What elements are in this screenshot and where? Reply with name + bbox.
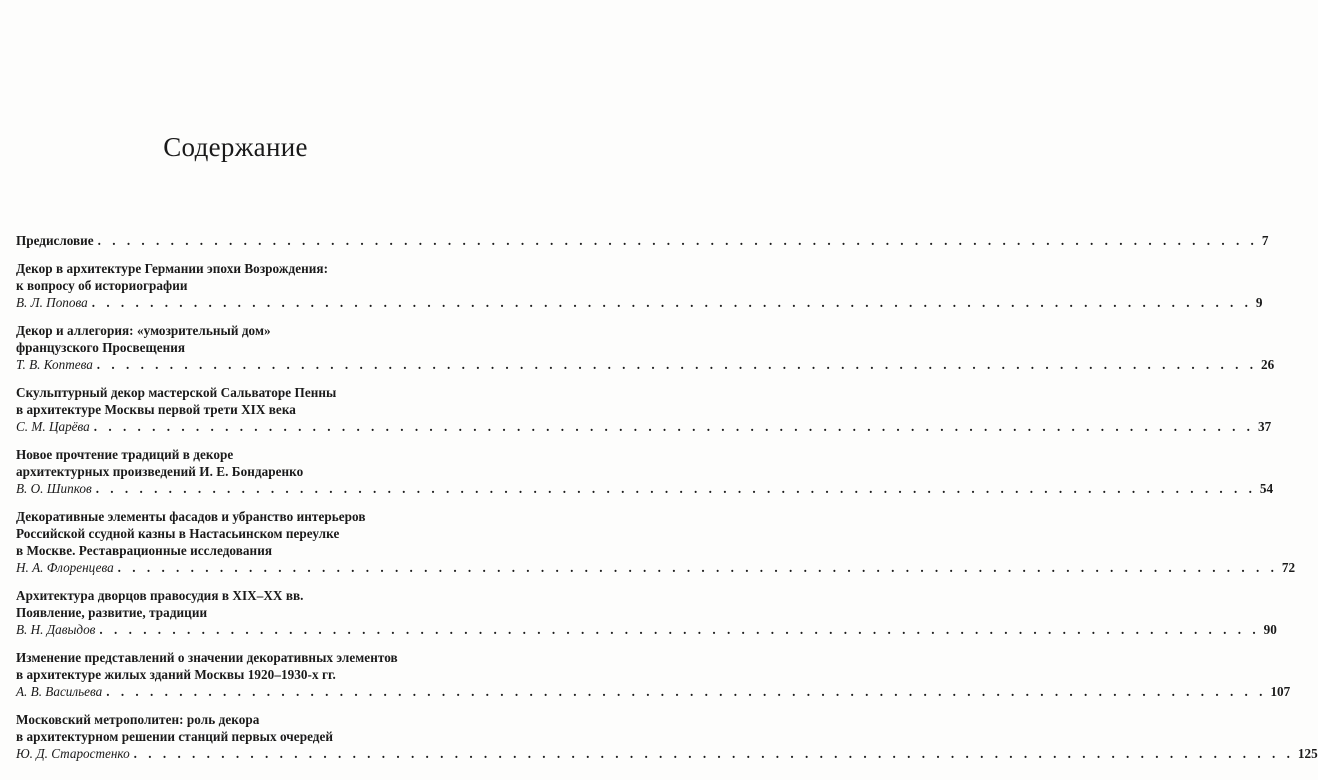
toc-entry-author-row (16, 683, 1291, 700)
toc-entry-author: Ю. Д. Старостенко (16, 746, 130, 761)
toc-entry-title-line: Декор в архитектуре Германии эпохи Возрождения: (16, 261, 329, 276)
toc-entry-author: А. В. Васильева (16, 684, 103, 699)
toc-entry-author-row (16, 745, 1318, 762)
dot-leader: . . . . . . . . . . . . . . . . . . . . . . . . . . . . . . . . . . . . . . . . . . . . . . . . . . . . . . . . . . . . . . . . . . . . . . . . . . . . . . . . (133, 746, 1294, 761)
toc-entry-author-row (16, 418, 1272, 435)
toc-entry-page-number: 54 (1259, 481, 1274, 496)
toc-entry-author: Н. А. Флоренцева (16, 560, 114, 575)
toc-entry-title-line: Новое прочтение традиций в декоре (16, 447, 234, 462)
page-title: Содержание (163, 132, 308, 162)
toc-entry-title-line: Архитектура дворцов правосудия в XIX–XX вв. (16, 588, 304, 603)
toc-entry-author: С. М. Царёва (16, 419, 90, 434)
toc-entry[interactable] (16, 232, 1269, 249)
table-of-contents (16, 232, 1318, 773)
toc-entry-title-line: Скульптурный декор мастерской Сальваторе Пенны (16, 385, 337, 400)
toc-entry-title-line: в архитектуре жилых зданий Москвы 1920–1930-х гг. (16, 667, 336, 682)
toc-entry-author-row (16, 559, 1296, 576)
toc-entry-author: В. О. Шипков (16, 481, 92, 496)
toc-entry-title-line: Российской ссудной казны в Настасьинском переулке (16, 526, 340, 541)
dot-leader: . . . . . . . . . . . . . . . . . . . . . . . . . . . . . . . . . . . . . . . . . . . . . . . . . . . . . . . . . . . . . . . . . . . . . . . . . . . . . . . . (93, 419, 1254, 434)
dot-leader: . . . . . . . . . . . . . . . . . . . . . . . . . . . . . . . . . . . . . . . . . . . . . . . . . . . . . . . . . . . . . . . . . . . . . . . . . . . . . . . . (106, 684, 1267, 699)
toc-entry-title-line: Изменение представлений о значении декоративных элементов (16, 650, 398, 665)
dot-leader: . . . . . . . . . . . . . . . . . . . . . . . . . . . . . . . . . . . . . . . . . . . . . . . . . . . . . . . . . . . . . . . . . . . . . . . . . . . . . . . . (95, 481, 1256, 496)
toc-entry-author-row (16, 294, 1263, 311)
toc-entry-title-line: к вопросу об историографии (16, 278, 188, 293)
dot-leader: . . . . . . . . . . . . . . . . . . . . . . . . . . . . . . . . . . . . . . . . . . . . . . . . . . . . . . . . . . . . . . . . . . . . . . . . . . . . . . . . (91, 295, 1252, 310)
toc-entry-title-line: в архитектуре Москвы первой трети XIX века (16, 402, 296, 417)
toc-entry-title-line: в Москве. Реставрационные исследования (16, 543, 273, 558)
toc-entry-title-line: французского Просвещения (16, 340, 186, 355)
toc-entry[interactable] (16, 384, 1272, 435)
toc-entry[interactable] (16, 711, 1318, 762)
toc-entry-page-number: 7 (1261, 233, 1269, 248)
toc-entry[interactable] (16, 587, 1277, 638)
toc-entry-page-number: 9 (1255, 295, 1263, 310)
toc-entry-author: В. Л. Попова (16, 295, 88, 310)
toc-entry-title-line: Московский метрополитен: роль декора (16, 712, 260, 727)
toc-entry-page-number: 107 (1270, 684, 1291, 699)
toc-entry-page-number: 125 (1297, 746, 1318, 761)
dot-leader: . . . . . . . . . . . . . . . . . . . . . . . . . . . . . . . . . . . . . . . . . . . . . . . . . . . . . . . . . . . . . . . . . . . . . . . . . . . . . . . . (96, 357, 1257, 372)
toc-entry-page-number: 26 (1261, 357, 1275, 372)
dot-leader: . . . . . . . . . . . . . . . . . . . . . . . . . . . . . . . . . . . . . . . . . . . . . . . . . . . . . . . . . . . . . . . . . . . . . . . . . . . . . . . . (99, 622, 1260, 637)
toc-entry-title-line: Появление, развитие, традиции (16, 605, 208, 620)
toc-entry[interactable] (16, 260, 1263, 311)
toc-entry-page-number: 90 (1263, 622, 1277, 637)
toc-entry[interactable] (16, 508, 1296, 576)
toc-entry[interactable] (16, 446, 1274, 497)
toc-entry-author-row (16, 356, 1275, 373)
toc-entry-title-line: Декор и аллегория: «умозрительный дом» (16, 323, 271, 338)
dot-leader: . . . . . . . . . . . . . . . . . . . . . . . . . . . . . . . . . . . . . . . . . . . . . . . . . . . . . . . . . . . . . . . . . . . . . . . . . . . . . . . . (97, 233, 1258, 248)
toc-entry-page-number: 37 (1257, 419, 1272, 434)
toc-entry-author-row (16, 232, 1269, 249)
toc-entry-author-row (16, 621, 1277, 638)
dot-leader: . . . . . . . . . . . . . . . . . . . . . . . . . . . . . . . . . . . . . . . . . . . . . . . . . . . . . . . . . . . . . . . . . . . . . . . . . . . . . . . . (117, 560, 1278, 575)
toc-entry-author-row (16, 480, 1274, 497)
toc-entry[interactable] (16, 322, 1275, 373)
toc-entry-author: В. Н. Давыдов (16, 622, 96, 637)
toc-entry-title-line: Декоративные элементы фасадов и убранство интерьеров (16, 509, 366, 524)
toc-entry-title-line: в архитектурном решении станций первых очередей (16, 729, 334, 744)
toc-entry[interactable] (16, 649, 1291, 700)
toc-entry-author: Т. В. Коптева (16, 357, 93, 372)
toc-entry-title-line: архитектурных произведений И. Е. Бондаренко (16, 464, 304, 479)
toc-entry-label: Предисловие (16, 233, 94, 248)
toc-entry-page-number: 72 (1281, 560, 1296, 575)
